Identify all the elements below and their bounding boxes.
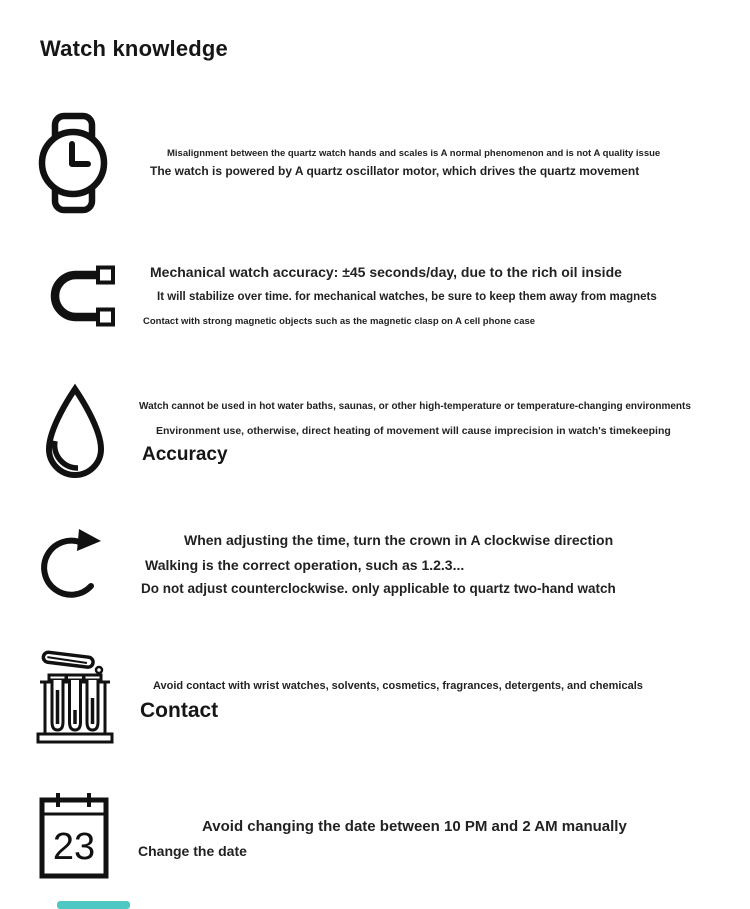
section-2-note-1: Mechanical watch accuracy: ±45 seconds/day, due to the rich oil inside xyxy=(150,264,622,280)
magnet-icon xyxy=(36,262,116,330)
watch-icon xyxy=(37,112,109,214)
section-3-note-2: Environment use, otherwise, direct heating of movement will cause imprecision in watch's timekeeping xyxy=(156,425,671,437)
section-5-note-1: Avoid contact with wrist watches, solvents, cosmetics, fragrances, detergents, and chemicals xyxy=(153,680,643,692)
page-title: Watch knowledge xyxy=(40,36,228,61)
test-tubes-icon xyxy=(36,644,114,746)
section-3-heading: Accuracy xyxy=(142,444,228,465)
calendar-day-number: 23 xyxy=(52,826,96,868)
section-1-note-2: The watch is powered by A quartz oscillator motor, which drives the quartz movement xyxy=(150,164,640,178)
water-drop-icon xyxy=(40,383,110,481)
calendar-icon xyxy=(38,790,110,880)
section-2-note-3: Contact with strong magnetic objects such as the magnetic clasp on A cell phone case xyxy=(143,316,536,327)
section-6-note-1: Avoid changing the date between 10 PM and 2 AM manually xyxy=(202,818,627,835)
section-6-note-2: Change the date xyxy=(138,843,247,859)
section-4-note-3: Do not adjust counterclockwise. only applicable to quartz two-hand watch xyxy=(141,581,616,596)
section-4-note-2: Walking is the correct operation, such as 1.2.3... xyxy=(145,557,465,573)
section-1-note-1: Misalignment between the quartz watch hands and scales is A normal phenomenon and is not A quality issue xyxy=(167,148,661,159)
rotate-clockwise-icon xyxy=(38,520,106,612)
accent-bar xyxy=(57,901,130,909)
section-5-heading: Contact xyxy=(140,699,219,722)
section-4-note-1: When adjusting the time, turn the crown in A clockwise direction xyxy=(184,532,614,548)
section-3-note-1: Watch cannot be used in hot water baths, saunas, or other high-temperature or temperature-changing environments xyxy=(139,401,691,412)
section-2-note-2: It will stabilize over time. for mechanical watches, be sure to keep them away from magnets xyxy=(157,291,657,303)
